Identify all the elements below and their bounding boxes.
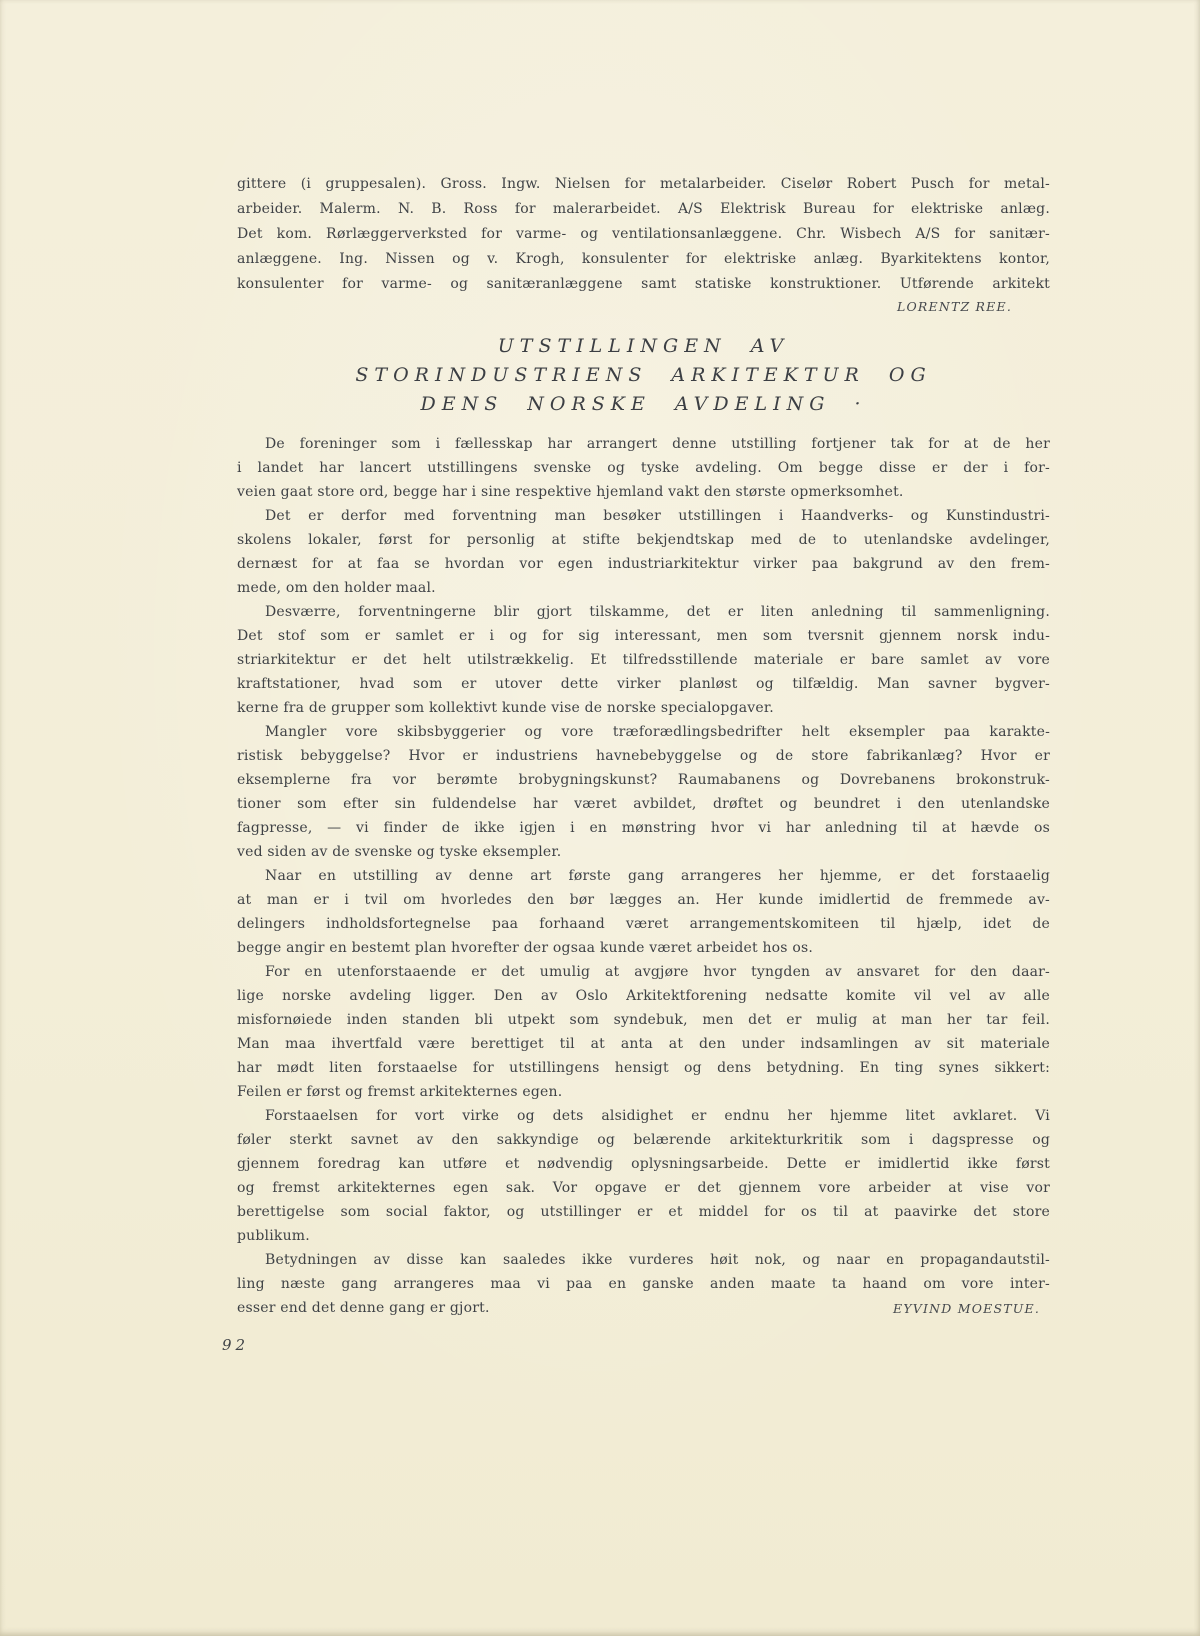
text-line: striarkitektur er det helt utilstrækkelig. Et tilfredsstillende materiale er bare samlet av vore (237, 652, 1050, 668)
text-line: dernæst for at faa se hvordan vor egen industriarkitektur virker paa bakgrund av den frem- (237, 556, 1050, 572)
page-number: 92 (222, 1336, 250, 1354)
text-line: Det er derfor med forventning man besøker utstillingen i Haandverks- og Kunstindustri- (265, 508, 1050, 524)
text-line: veien gaat store ord, begge har i sine respektive hjemland vakt den største opmerksomhet. (237, 484, 904, 500)
text-line: i landet har lancert utstillingens svenske og tyske avdeling. Om begge disse er der i for- (237, 460, 1050, 476)
text-line: Mangler vore skibsbyggerier og vore træforædlingsbedrifter helt eksempler paa karakte- (265, 724, 1050, 740)
text-line: at man er i tvil om hvorledes den bør lægges an. Her kunde imidlertid de fremmede av- (237, 892, 1050, 908)
text-line: Det kom. Rørlæggerverksted for varme- og ventilationsanlæggene. Chr. Wisbech A/S for sanitær- (237, 226, 1050, 242)
article-title (237, 332, 1050, 419)
text-line: arbeider. Malerm. N. B. Ross for malerarbeidet. A/S Elektrisk Bureau for elektriske anlæg. (237, 201, 1050, 217)
article-title-line-1: UTSTILLINGEN AV (497, 335, 790, 357)
intro-signature: LORENTZ REE. (896, 299, 1012, 314)
article-title-line-3: DENS NORSKE AVDELING · (420, 393, 867, 415)
paragraph (237, 504, 1050, 600)
text-line: og fremst arkitekternes egen sak. Vor opgave er det gjennem vore arbeider at vise vor (237, 1180, 1050, 1196)
text-line: Det stof som er samlet er i og for sig interessant, men som tversnit gjennem norsk indu- (237, 628, 1050, 644)
article-title-line-2: STORINDUSTRIENS ARKITEKTUR OG (355, 364, 932, 386)
text-line: ling næste gang arrangeres maa vi paa en ganske anden maate ta haand om vore inter- (237, 1276, 1050, 1292)
text-line: kraftstationer, hvad som er utover dette virker planløst og tilfældig. Man savner bygver- (237, 676, 1050, 692)
intro-continuation-paragraph (237, 172, 1050, 297)
text-line: Betydningen av disse kan saaledes ikke vurderes høit nok, og naar en propagandautstil- (265, 1252, 1050, 1268)
text-line: Man maa ihvertfald være berettiget til at anta at den under indsamlingen av sit materiale (237, 1036, 1050, 1052)
text-line: Forstaaelsen for vort virke og dets alsidighet er endnu her hjemme litet avklaret. Vi (265, 1108, 1050, 1124)
text-line: mede, om den holder maal. (237, 580, 436, 596)
text-line: Feilen er først og fremst arkitekternes egen. (237, 1084, 563, 1100)
paragraph (237, 172, 1050, 297)
text-line: kerne fra de grupper som kollektivt kunde vise de norske specialopgaver. (237, 700, 774, 716)
text-line: tioner som efter sin fuldendelse har været avbildet, drøftet og beundret i den utenlandske (237, 796, 1050, 812)
paragraph (237, 432, 1050, 504)
text-line: fagpresse, — vi finder de ikke igjen i en mønstring hvor vi har anledning til at hævde os (237, 820, 1050, 836)
text-line: berettigelse som social faktor, og utstillinger er et middel for os til at paavirke det store (237, 1204, 1050, 1220)
text-line: esser end det denne gang er gjort. (237, 1300, 490, 1316)
article-signature: EYVIND MOESTUE. (893, 1301, 1040, 1316)
text-line: lige norske avdeling ligger. Den av Oslo Arkitektforening nedsatte komite vil vel av alle (237, 988, 1050, 1004)
text-line: gjennem foredrag kan utføre et nødvendig oplysningsarbeide. Dette er imidlertid ikke først (237, 1156, 1050, 1172)
text-line: gittere (i gruppesalen). Gross. Ingw. Nielsen for metalarbeider. Ciselør Robert Pusch for metal- (237, 176, 1050, 192)
text-line: publikum. (237, 1228, 310, 1244)
text-line: eksemplerne fra vor berømte brobygningskunst? Raumabanens og Dovrebanens brokonstruk- (237, 772, 1050, 788)
text-line: ved siden av de svenske og tyske eksempler. (237, 844, 562, 860)
text-line: Desværre, forventningerne blir gjort tilskamme, det er liten anledning til sammenligning. (265, 604, 1050, 620)
text-line: har mødt liten forstaaelse for utstillingens hensigt og dens betydning. En ting synes sikkert: (237, 1060, 1050, 1076)
paragraph (237, 960, 1050, 1104)
paragraph (237, 600, 1050, 720)
text-line: anlæggene. Ing. Nissen og v. Krogh, konsulenter for elektriske anlæg. Byarkitektens kontor, (237, 251, 1050, 267)
text-line: delingers indholdsfortegnelse paa forhaand været arrangementskomiteen til hjælp, idet de (237, 916, 1050, 932)
text-line: For en utenforstaaende er det umulig at avgjøre hvor tyngden av ansvaret for den daar- (265, 964, 1050, 980)
article-body (237, 432, 1050, 1320)
text-line: konsulenter for varme- og sanitæranlæggene samt statiske konstruktioner. Utførende arkitekt (237, 276, 1050, 292)
text-line: ristisk bebyggelse? Hvor er industriens havnebebyggelse og de store fabrikanlæg? Hvor er (237, 748, 1050, 764)
paragraph (237, 1104, 1050, 1248)
text-block (237, 172, 1050, 1319)
text-line: Naar en utstilling av denne art første gang arrangeres her hjemme, er det forstaaelig (265, 868, 1050, 884)
paragraph (237, 720, 1050, 864)
paragraph (237, 864, 1050, 960)
text-line: De foreninger som i fællesskap har arrangert denne utstilling fortjener tak for at de her (265, 436, 1050, 452)
text-line: misfornøiede inden standen bli utpekt som syndebuk, men det er mulig at man her tar feil. (237, 1012, 1050, 1028)
text-line: føler sterkt savnet av den sakkyndige og belærende arkitekturkritik som i dagspresse og (237, 1132, 1050, 1148)
text-line: begge angir en bestemt plan hvorefter der ogsaa kunde været arbeidet hos os. (237, 940, 813, 956)
text-line: skolens lokaler, først for personlig at stifte bekjendtskap med de to utenlandske avdelinger, (237, 532, 1050, 548)
